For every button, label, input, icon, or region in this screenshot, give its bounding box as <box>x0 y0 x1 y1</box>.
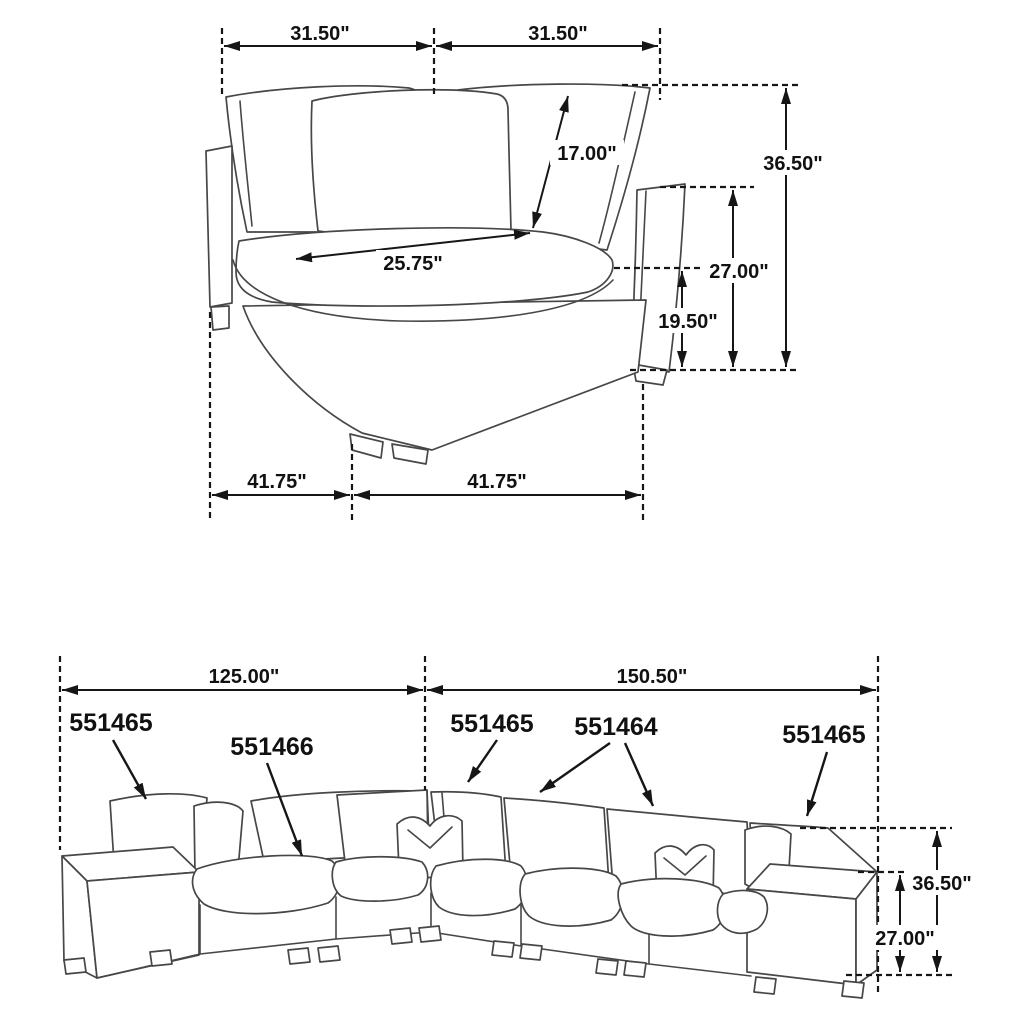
sofa-foot <box>288 948 310 964</box>
sofa-foot <box>842 981 864 998</box>
seat-cushion-2 <box>431 859 528 915</box>
sofa-foot <box>754 977 776 994</box>
seat-cushion-1 <box>193 855 340 913</box>
sku-label-armless-modules: 551464 <box>574 713 658 741</box>
seat-cushion-4 <box>618 879 725 936</box>
dim-label-arm-height: 27.00" <box>709 261 769 283</box>
sku-label-corner-module: 551465 <box>450 710 534 738</box>
dim-label-back-width-left: 31.50" <box>290 23 350 45</box>
dim-label-back-cushion: 17.00" <box>557 143 617 165</box>
sofa-foot <box>150 950 172 966</box>
dim-label-seat-depth: 25.75" <box>383 253 443 275</box>
dim-label-arm-height: 27.00" <box>875 928 935 950</box>
dim-label-seat-height: 19.50" <box>658 311 718 333</box>
dim-label-overall-height: 36.50" <box>912 873 972 895</box>
dim-label-left-section: 125.00" <box>208 666 280 688</box>
sofa-foot <box>520 944 542 960</box>
sku-label-left-arm-module: 551465 <box>69 709 153 737</box>
dim-label-right-section: 150.50" <box>616 666 688 688</box>
dim-label-overall-height: 36.50" <box>763 153 823 175</box>
corner-seat-cushion <box>332 857 427 901</box>
sofa-foot <box>492 941 514 957</box>
sofa-foot <box>318 946 340 962</box>
sku-label-right-arm-module: 551465 <box>782 721 866 749</box>
left-arm-panel <box>206 146 232 307</box>
seat-cushion-5 <box>717 890 767 933</box>
sofa-foot <box>419 926 441 942</box>
dim-label-base-depth-left: 41.75" <box>247 471 307 493</box>
seat-cushion-3 <box>520 868 623 926</box>
sofa-foot <box>624 961 646 977</box>
sku-label-armless-module: 551466 <box>230 733 314 761</box>
dim-label-base-depth-right: 41.75" <box>467 471 527 493</box>
throw-pillow <box>311 90 511 238</box>
sofa-foot <box>596 959 618 975</box>
sofa-foot <box>64 958 86 974</box>
left-arm-foot <box>211 306 229 330</box>
sofa-foot <box>390 928 412 944</box>
dim-label-back-width-right: 31.50" <box>528 23 588 45</box>
